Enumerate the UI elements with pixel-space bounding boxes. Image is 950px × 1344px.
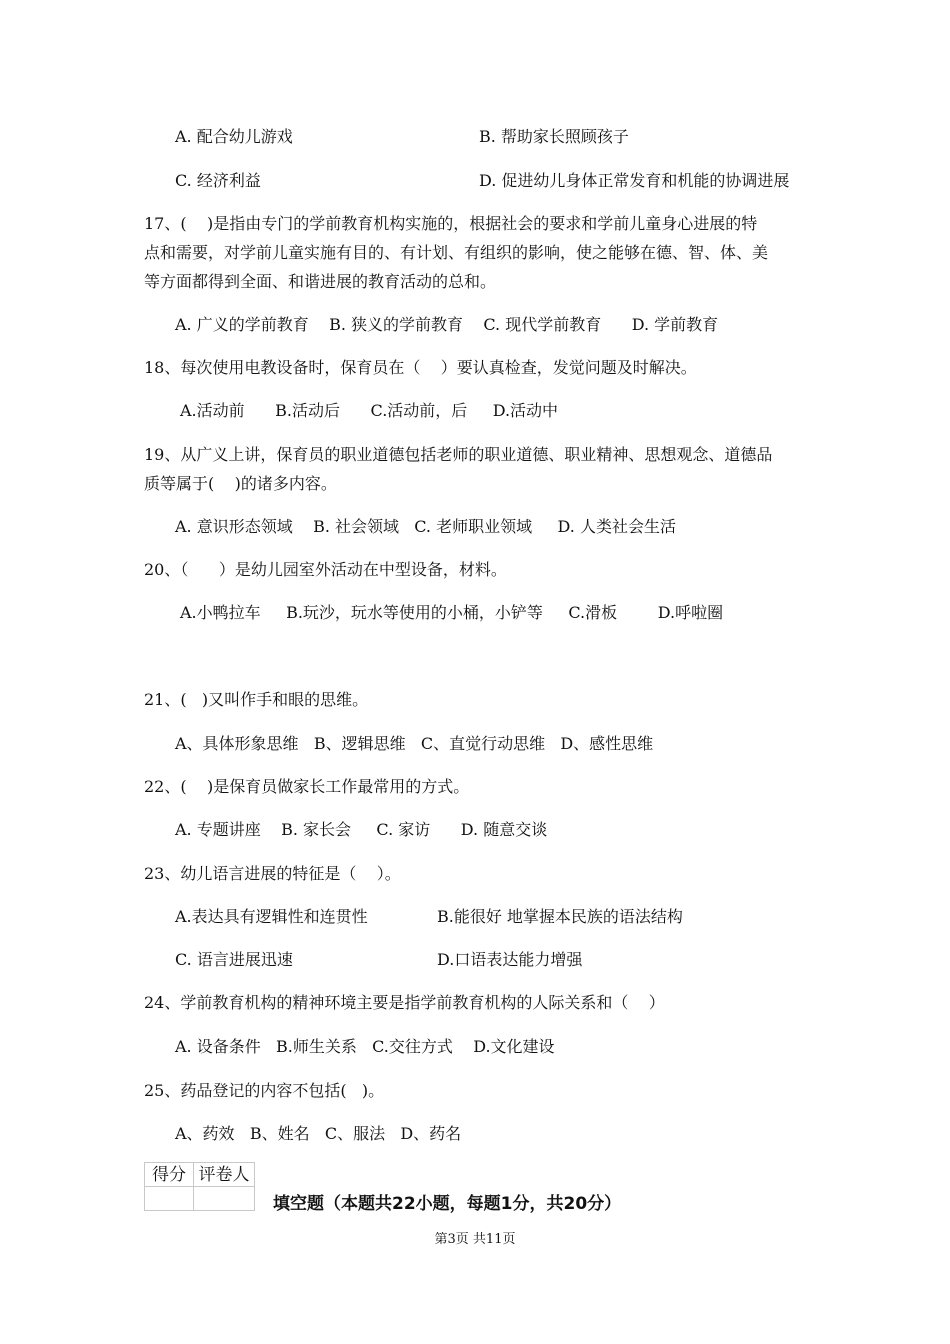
text-line: B.能很好 地掌握本民族的语法结构 (437, 907, 683, 926)
text-line: 18、每次使用电教设备时，保育员在（ ）要认真检查，发觉问题及时解决。 (144, 358, 697, 377)
text-line: A. 配合幼儿游戏 (175, 127, 293, 146)
text-line: 25、药品登记的内容不包括( )。 (144, 1081, 385, 1100)
text-line: A. 广义的学前教育 B. 狭义的学前教育 C. 现代学前教育 D. 学前教育 (175, 315, 719, 334)
text-line: 19、从广义上讲，保育员的职业道德包括老师的职业道德、职业精神、思想观念、道德品 (144, 445, 773, 464)
text-line: C. 经济利益 (175, 171, 261, 190)
text-line: A.活动前 B.活动后 C.活动前，后 D.活动中 (180, 401, 559, 420)
score-cell[interactable] (145, 1187, 194, 1211)
text-line: A. 专题讲座 B. 家长会 C. 家访 D. 随意交谈 (175, 820, 548, 839)
text-line: A.小鸭拉车 B.玩沙，玩水等使用的小桶，小铲等 C.滑板 D.呼啦圈 (180, 603, 724, 622)
score-header: 得分 (145, 1163, 194, 1187)
text-line: 22、( )是保育员做家长工作最常用的方式。 (144, 777, 470, 796)
score-table-blank-row (145, 1187, 255, 1211)
text-line: D. 促进幼儿身体正常发育和机能的协调进展 (479, 171, 790, 190)
grader-cell[interactable] (194, 1187, 255, 1211)
text-line: 24、学前教育机构的精神环境主要是指学前教育机构的人际关系和（ ） (144, 993, 665, 1012)
text-line: 等方面都得到全面、和谐进展的教育活动的总和。 (144, 272, 497, 291)
text-line: A.表达具有逻辑性和连贯性 (175, 907, 368, 926)
text-line: 23、幼儿语言进展的特征是（ ）。 (144, 864, 401, 883)
text-line: A、具体形象思维 B、逻辑思维 C、直觉行动思维 D、感性思维 (175, 734, 654, 753)
text-line: A、药效 B、姓名 C、服法 D、药名 (175, 1124, 462, 1143)
text-line: D.口语表达能力增强 (437, 950, 583, 969)
text-line: 质等属于( )的诸多内容。 (144, 474, 337, 493)
grader-header: 评卷人 (194, 1163, 255, 1187)
section-title: 填空题（本题共22小题，每题1分，共20分） (273, 1194, 622, 1214)
text-line: 17、( )是指由专门的学前教育机构实施的，根据社会的要求和学前儿童身心进展的特 (144, 214, 758, 233)
score-table-header-row (145, 1163, 255, 1187)
page-footer: 第3页 共11页 (434, 1232, 516, 1247)
text-line: B. 帮助家长照顾孩子 (479, 127, 629, 146)
score-table (144, 1162, 255, 1211)
text-line: 点和需要，对学前儿童实施有目的、有计划、有组织的影响，使之能够在德、智、体、美 (144, 243, 769, 262)
text-line: C. 语言进展迅速 (175, 950, 293, 969)
text-line: 20、（ ）是幼儿园室外活动在中型设备，材料。 (144, 560, 507, 579)
text-line: A. 意识形态领域 B. 社会领域 C. 老师职业领域 D. 人类社会生活 (175, 517, 676, 536)
text-line: A. 设备条件 B.师生关系 C.交往方式 D.文化建设 (175, 1037, 555, 1056)
text-line: 21、( )又叫作手和眼的思维。 (144, 690, 369, 709)
